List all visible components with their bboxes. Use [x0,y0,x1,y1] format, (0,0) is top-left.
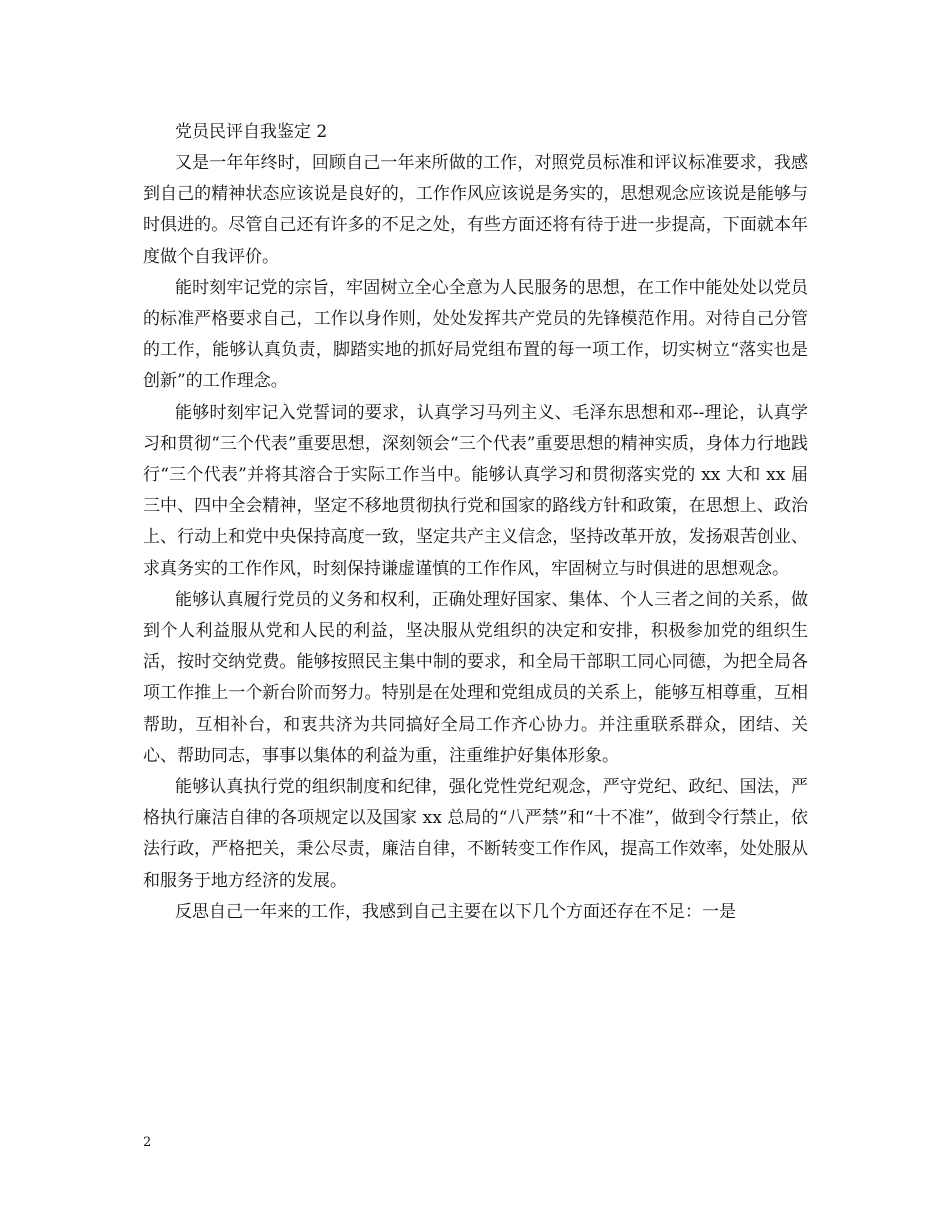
paragraph-discipline: 能够认真执行党的组织制度和纪律，强化党性党纪观念，严守党纪、政纪、国法，严格执行廉洁自律的各项规定以及国家 xx 总局的“八严禁”和“十不准”，做到令行禁止，依法行政，严格把关，秉公尽责，廉洁自律，不断转变工作作风，提高工作效率，处处服从和服务于地方经济的发展。 [143,777,808,891]
paragraph-theory-study: 能够时刻牢记入党誓词的要求，认真学习马列主义、毛泽东思想和邓--理论，认真学习和贯彻“三个代表”重要思想，深刻领会“三个代表”重要思想的精神实质，身体力行地践行“三个代表”并将其溶合于实际工作当中。能够认真学习和贯彻落实党的 xx 大和 xx 届三中、四中全会精神，坚定不移地贯彻执行党和国家的路线方针和政策，在思想上、政治上、行动上和党中央保持高度一致，坚定共产主义信念，坚持改革开放，发扬艰苦创业、求真务实的工作作风，时刻保持谦虚谨慎的工作作风，牢固树立与时俱进的思想观念。 [143,402,808,579]
paragraph-member-duties: 能够认真履行党员的义务和权利，正确处理好国家、集体、个人三者之间的关系，做到个人利益服从党和人民的利益，坚决服从党组织的决定和安排，积极参加党的组织生活，按时交纳党费。能够按照民主集中制的要求，和全局干部职工同心同德，为把全局各项工作推上一个新台阶而努力。特别是在处理和党组成员的关系上，能够互相尊重，互相帮助，互相补台，和衷共济为共同搞好全局工作齐心协力。并注重联系群众，团结、关心、帮助同志，事事以集体的利益为重，注重维护好集体形象。 [143,589,808,766]
paragraph-party-purpose: 能时刻牢记党的宗旨，牢固树立全心全意为人民服务的思想，在工作中能处处以党员的标准严格要求自己，工作以身作则，处处发挥共产党员的先锋模范作用。对待自己分管的工作，能够认真负责，脚踏实地的抓好局党组布置的每一项工作，切实树立“落实也是创新”的工作理念。 [143,277,808,392]
document-title: 党员民评自我鉴定 2 [175,122,328,142]
paragraph-review-intro: 又是一年年终时，回顾自己一年来所做的工作，对照党员标准和评议标准要求，我感到自己的精神状态应该说是良好的，工作作风应该说是务实的，思想观念应该说是能够与时俱进的。尽管自己还有许多的不足之处，有些方面还将有待于进一步提高，下面就本年度做个自我评价。 [143,153,808,267]
page-number: 2 [143,1135,152,1150]
document-body [143,117,808,928]
paragraph-shortcomings: 反思自己一年来的工作，我感到自己主要在以下几个方面还存在不足：一是 [175,901,736,922]
